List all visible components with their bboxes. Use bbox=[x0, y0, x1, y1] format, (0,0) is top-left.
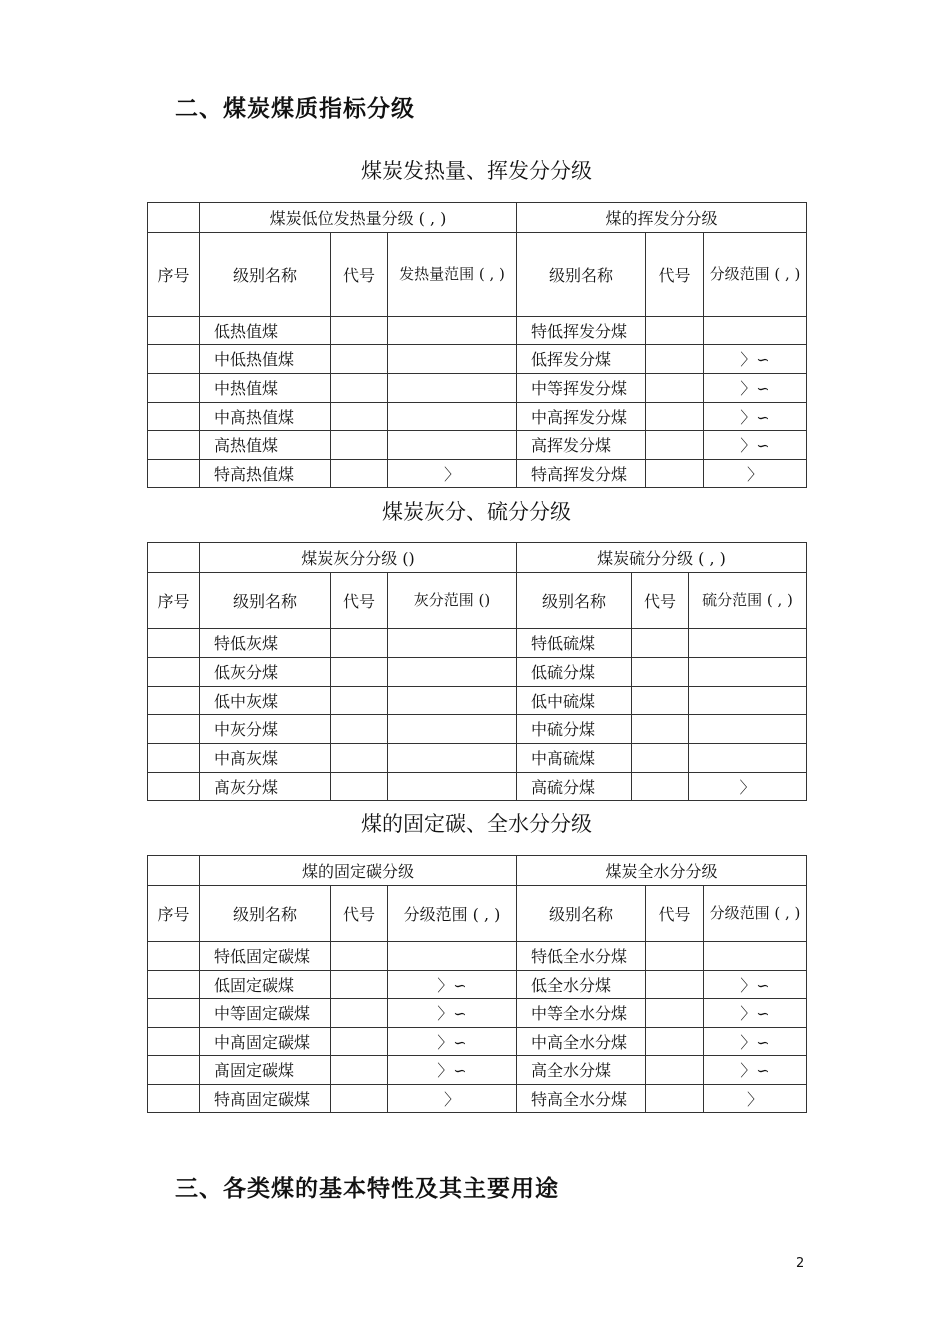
right-range-cell: 〉∽ bbox=[704, 999, 807, 1028]
header-name-right: 级别名称 bbox=[517, 233, 646, 317]
table-carbon-moisture bbox=[147, 855, 807, 1113]
header-name-left: 级别名称 bbox=[200, 573, 331, 629]
right-name-cell: 低中硫煤 bbox=[517, 687, 632, 715]
right-name-cell: 特高全水分煤 bbox=[517, 1085, 646, 1113]
right-code-cell bbox=[646, 1028, 704, 1056]
right-range-cell: 〉∽ bbox=[704, 1028, 807, 1056]
left-code-cell bbox=[331, 971, 388, 999]
left-range-cell: 〉∽ bbox=[388, 999, 517, 1028]
right-code-cell bbox=[646, 971, 704, 999]
right-code-cell bbox=[646, 1085, 704, 1113]
table-row bbox=[148, 1056, 807, 1085]
row-no-cell bbox=[148, 773, 200, 801]
left-name-cell: 中髙固定碳煤 bbox=[200, 1028, 331, 1056]
left-code-cell bbox=[331, 744, 388, 773]
left-code-cell bbox=[331, 629, 388, 658]
row-no-cell bbox=[148, 744, 200, 773]
left-range-cell bbox=[388, 715, 517, 744]
left-range-cell bbox=[388, 345, 517, 374]
corner-cell bbox=[148, 856, 200, 886]
left-code-cell bbox=[331, 460, 388, 488]
table-ash-sulfur bbox=[147, 542, 807, 801]
left-name-cell: 低固定碳煤 bbox=[200, 971, 331, 999]
left-name-cell: 低中灰煤 bbox=[200, 687, 331, 715]
table-row bbox=[148, 317, 807, 345]
row-no-cell bbox=[148, 317, 200, 345]
right-range-cell: 〉∽ bbox=[704, 345, 807, 374]
row-no-cell bbox=[148, 403, 200, 431]
row-no-cell bbox=[148, 1028, 200, 1056]
group-header-left: 煤炭低位发热量分级 ( , ) bbox=[200, 203, 517, 233]
right-name-cell: 特低全水分煤 bbox=[517, 942, 646, 971]
right-range-cell: 〉∽ bbox=[704, 1056, 807, 1085]
left-name-cell: 中髙热值煤 bbox=[200, 403, 331, 431]
header-name-left: 级别名称 bbox=[200, 233, 331, 317]
right-code-cell bbox=[646, 317, 704, 345]
left-code-cell bbox=[331, 1028, 388, 1056]
right-code-cell bbox=[646, 999, 704, 1028]
right-name-cell: 高硫分煤 bbox=[517, 773, 632, 801]
row-no-cell bbox=[148, 1085, 200, 1113]
left-name-cell: 中灰分煤 bbox=[200, 715, 331, 744]
group-header-left: 煤炭灰分分级 () bbox=[200, 543, 517, 573]
left-code-cell bbox=[331, 658, 388, 687]
table-row bbox=[148, 687, 807, 715]
header-range-right: 硫分范围 ( , ) bbox=[689, 573, 807, 629]
left-range-cell bbox=[388, 374, 517, 403]
right-code-cell bbox=[646, 345, 704, 374]
right-range-cell bbox=[689, 687, 807, 715]
right-range-cell bbox=[689, 629, 807, 658]
right-range-cell bbox=[689, 744, 807, 773]
left-range-cell bbox=[388, 403, 517, 431]
left-code-cell bbox=[331, 1085, 388, 1113]
section-heading-2: 二、煤炭煤质指标分级 bbox=[175, 96, 415, 122]
header-code-right: 代号 bbox=[632, 573, 689, 629]
section-heading-3: 三、各类煤的基本特性及其主要用途 bbox=[175, 1176, 559, 1202]
table-row bbox=[148, 345, 807, 374]
row-no-cell bbox=[148, 715, 200, 744]
row-no-cell bbox=[148, 431, 200, 460]
row-no-cell bbox=[148, 658, 200, 687]
header-range-left: 分级范围 ( , ) bbox=[388, 886, 517, 942]
row-no-cell bbox=[148, 1056, 200, 1085]
header-range-left: 发热量范围 ( , ) bbox=[388, 233, 517, 317]
header-no: 序号 bbox=[148, 233, 200, 317]
right-code-cell bbox=[632, 715, 689, 744]
left-range-cell bbox=[388, 942, 517, 971]
left-code-cell bbox=[331, 687, 388, 715]
row-no-cell bbox=[148, 374, 200, 403]
right-range-cell: 〉∽ bbox=[704, 971, 807, 999]
row-no-cell bbox=[148, 460, 200, 488]
right-range-cell bbox=[689, 658, 807, 687]
header-code-left: 代号 bbox=[331, 573, 388, 629]
table-row bbox=[148, 374, 807, 403]
header-name-right: 级别名称 bbox=[517, 886, 646, 942]
left-range-cell bbox=[388, 317, 517, 345]
right-code-cell bbox=[632, 658, 689, 687]
right-range-cell bbox=[704, 317, 807, 345]
header-code-left: 代号 bbox=[331, 233, 388, 317]
left-range-cell: 〉∽ bbox=[388, 971, 517, 999]
right-range-cell bbox=[704, 942, 807, 971]
table-row bbox=[148, 744, 807, 773]
right-code-cell bbox=[646, 431, 704, 460]
left-code-cell bbox=[331, 403, 388, 431]
table-row bbox=[148, 460, 807, 488]
left-range-cell: 〉∽ bbox=[388, 1028, 517, 1056]
left-range-cell: 〉 bbox=[388, 460, 517, 488]
corner-cell bbox=[148, 203, 200, 233]
right-name-cell: 低挥发分煤 bbox=[517, 345, 646, 374]
table-row bbox=[148, 1028, 807, 1056]
right-code-cell bbox=[646, 942, 704, 971]
left-name-cell: 髙灰分煤 bbox=[200, 773, 331, 801]
corner-cell bbox=[148, 543, 200, 573]
left-name-cell: 中髙灰煤 bbox=[200, 744, 331, 773]
header-code-left: 代号 bbox=[331, 886, 388, 942]
right-name-cell: 中等全水分煤 bbox=[517, 999, 646, 1028]
left-code-cell bbox=[331, 942, 388, 971]
left-name-cell: 特低固定碳煤 bbox=[200, 942, 331, 971]
table-title-carbon-moisture: 煤的固定碳、全水分分级 bbox=[361, 812, 592, 836]
table-heat-volatile bbox=[147, 202, 807, 488]
right-name-cell: 中髙硫煤 bbox=[517, 744, 632, 773]
right-code-cell bbox=[646, 374, 704, 403]
table-title-heat-volatile: 煤炭发热量、挥发分分级 bbox=[361, 159, 592, 183]
left-code-cell bbox=[331, 345, 388, 374]
right-name-cell: 特高挥发分煤 bbox=[517, 460, 646, 488]
row-no-cell bbox=[148, 345, 200, 374]
left-name-cell: 髙固定碳煤 bbox=[200, 1056, 331, 1085]
left-code-cell bbox=[331, 431, 388, 460]
header-name-left: 级别名称 bbox=[200, 886, 331, 942]
left-name-cell: 低热值煤 bbox=[200, 317, 331, 345]
left-code-cell bbox=[331, 317, 388, 345]
left-code-cell bbox=[331, 999, 388, 1028]
right-name-cell: 中硫分煤 bbox=[517, 715, 632, 744]
left-name-cell: 低灰分煤 bbox=[200, 658, 331, 687]
table-row bbox=[148, 658, 807, 687]
right-code-cell bbox=[632, 687, 689, 715]
table-row bbox=[148, 942, 807, 971]
left-name-cell: 中等固定碳煤 bbox=[200, 999, 331, 1028]
group-header-left: 煤的固定碳分级 bbox=[200, 856, 517, 886]
page-number: 2 bbox=[796, 1256, 805, 1271]
left-name-cell: 高热值煤 bbox=[200, 431, 331, 460]
row-no-cell bbox=[148, 971, 200, 999]
right-code-cell bbox=[646, 460, 704, 488]
left-name-cell: 特髙固定碳煤 bbox=[200, 1085, 331, 1113]
right-code-cell bbox=[632, 744, 689, 773]
right-name-cell: 中高全水分煤 bbox=[517, 1028, 646, 1056]
left-range-cell bbox=[388, 629, 517, 658]
header-name-right: 级别名称 bbox=[517, 573, 632, 629]
row-no-cell bbox=[148, 687, 200, 715]
left-code-cell bbox=[331, 715, 388, 744]
table-row bbox=[148, 773, 807, 801]
left-name-cell: 特高热值煤 bbox=[200, 460, 331, 488]
header-no: 序号 bbox=[148, 886, 200, 942]
left-range-cell bbox=[388, 658, 517, 687]
right-name-cell: 高挥发分煤 bbox=[517, 431, 646, 460]
table-row bbox=[148, 431, 807, 460]
header-range-right: 分级范围 ( , ) bbox=[704, 886, 807, 942]
left-name-cell: 中热值煤 bbox=[200, 374, 331, 403]
right-range-cell: 〉 bbox=[689, 773, 807, 801]
left-code-cell bbox=[331, 374, 388, 403]
right-name-cell: 特低硫煤 bbox=[517, 629, 632, 658]
right-name-cell: 特低挥发分煤 bbox=[517, 317, 646, 345]
row-no-cell bbox=[148, 629, 200, 658]
right-range-cell: 〉 bbox=[704, 1085, 807, 1113]
right-name-cell: 低全水分煤 bbox=[517, 971, 646, 999]
row-no-cell bbox=[148, 942, 200, 971]
left-range-cell: 〉 bbox=[388, 1085, 517, 1113]
right-name-cell: 中高挥发分煤 bbox=[517, 403, 646, 431]
left-range-cell bbox=[388, 744, 517, 773]
header-range-left: 灰分范围 () bbox=[388, 573, 517, 629]
table-row bbox=[148, 1085, 807, 1113]
left-code-cell bbox=[331, 773, 388, 801]
header-code-right: 代号 bbox=[646, 886, 704, 942]
right-code-cell bbox=[632, 773, 689, 801]
group-header-right: 煤的挥发分分级 bbox=[517, 203, 807, 233]
table-row bbox=[148, 403, 807, 431]
right-range-cell: 〉∽ bbox=[704, 374, 807, 403]
right-range-cell: 〉∽ bbox=[704, 403, 807, 431]
left-range-cell bbox=[388, 687, 517, 715]
right-name-cell: 高全水分煤 bbox=[517, 1056, 646, 1085]
right-range-cell: 〉 bbox=[704, 460, 807, 488]
left-range-cell bbox=[388, 773, 517, 801]
left-range-cell: 〉∽ bbox=[388, 1056, 517, 1085]
right-name-cell: 低硫分煤 bbox=[517, 658, 632, 687]
right-code-cell bbox=[646, 403, 704, 431]
row-no-cell bbox=[148, 999, 200, 1028]
right-range-cell: 〉∽ bbox=[704, 431, 807, 460]
header-code-right: 代号 bbox=[646, 233, 704, 317]
table-row bbox=[148, 715, 807, 744]
group-header-right: 煤炭硫分分级 ( , ) bbox=[517, 543, 807, 573]
left-name-cell: 特低灰煤 bbox=[200, 629, 331, 658]
table-row bbox=[148, 971, 807, 999]
left-range-cell bbox=[388, 431, 517, 460]
table-row bbox=[148, 629, 807, 658]
left-name-cell: 中低热值煤 bbox=[200, 345, 331, 374]
table-title-ash-sulfur: 煤炭灰分、硫分分级 bbox=[382, 500, 571, 524]
left-code-cell bbox=[331, 1056, 388, 1085]
right-code-cell bbox=[646, 1056, 704, 1085]
right-range-cell bbox=[689, 715, 807, 744]
right-code-cell bbox=[632, 629, 689, 658]
group-header-right: 煤炭全水分分级 bbox=[517, 856, 807, 886]
table-row bbox=[148, 999, 807, 1028]
header-no: 序号 bbox=[148, 573, 200, 629]
header-range-right: 分级范围 ( , ) bbox=[704, 233, 807, 317]
right-name-cell: 中等挥发分煤 bbox=[517, 374, 646, 403]
